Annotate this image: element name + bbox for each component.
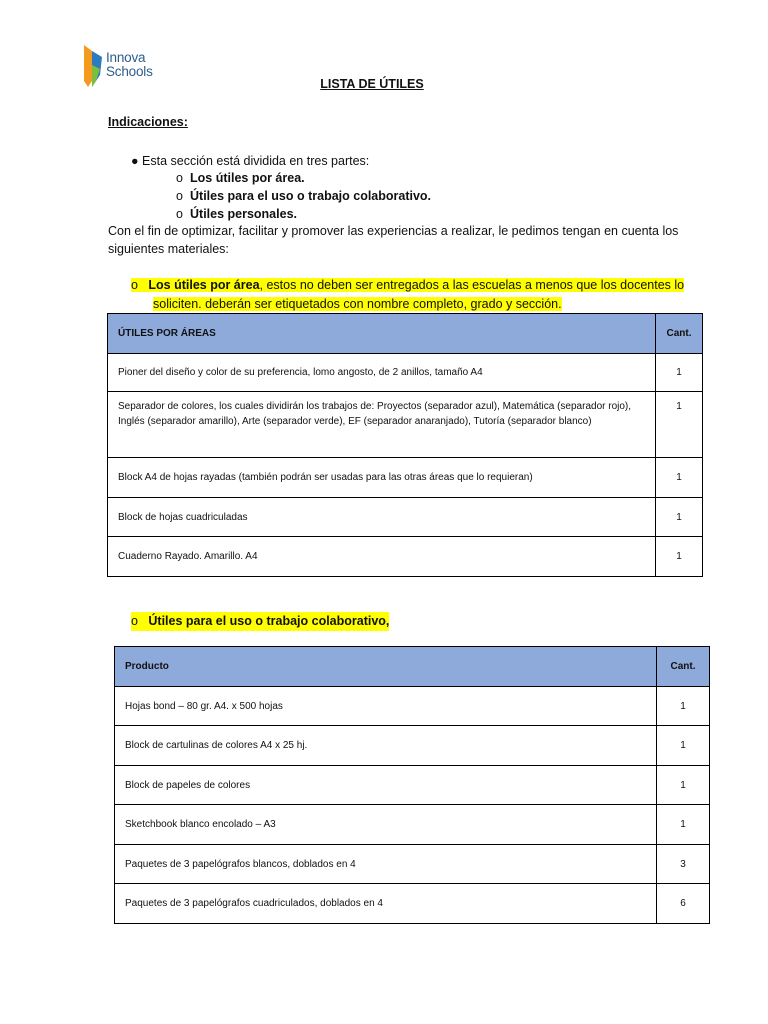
item-cell: Block de papeles de colores bbox=[115, 766, 657, 805]
item-cell: Hojas bond – 80 gr. A4. x 500 hojas bbox=[115, 687, 657, 726]
part-label: Los útiles por área. bbox=[190, 171, 305, 185]
circle-bullet-icon: o bbox=[131, 278, 138, 292]
table-row bbox=[108, 392, 703, 458]
table-row bbox=[108, 498, 703, 537]
table-row bbox=[108, 537, 703, 577]
table-row bbox=[115, 805, 710, 845]
intro-paragraph: Con el fin de optimizar, facilitar y promover las experiencias a realizar, le pedimos tengan en cuenta los siguientes materiales: bbox=[108, 224, 679, 256]
circle-bullet-icon: o bbox=[176, 171, 183, 185]
part-item bbox=[176, 187, 431, 205]
logo-text-innova: Innova bbox=[106, 50, 146, 65]
table-row bbox=[115, 884, 710, 924]
header-qty: Cant. bbox=[656, 314, 703, 354]
circle-bullet-icon: o bbox=[131, 614, 138, 628]
circle-bullet-icon: o bbox=[176, 207, 183, 221]
header-item: ÚTILES POR ÁREAS bbox=[108, 314, 656, 354]
item-cell: Paquetes de 3 papelógrafos cuadriculados, doblados en 4 bbox=[115, 884, 657, 924]
qty-cell: 1 bbox=[657, 805, 710, 845]
part-item bbox=[176, 169, 305, 187]
table-utiles-por-areas bbox=[107, 313, 703, 577]
logo-text-schools: Schools bbox=[106, 64, 153, 79]
indicaciones-heading: Indicaciones: bbox=[108, 115, 188, 129]
circle-bullet-icon: o bbox=[176, 189, 183, 203]
item-cell: Cuaderno Rayado. Amarillo. A4 bbox=[108, 537, 656, 577]
qty-cell: 1 bbox=[656, 498, 703, 537]
page-title: LISTA DE ÚTILES bbox=[320, 77, 424, 91]
qty-cell: 1 bbox=[657, 726, 710, 766]
bullet-dot-icon: ● bbox=[131, 154, 139, 168]
qty-cell: 6 bbox=[657, 884, 710, 924]
item-cell: Block A4 de hojas rayadas (también podrán ser usadas para las otras áreas que lo requieran) bbox=[108, 458, 656, 498]
section2-label: Útiles para el uso o trabajo colaborativo, bbox=[148, 614, 390, 628]
qty-cell: 1 bbox=[657, 766, 710, 805]
part-item bbox=[176, 205, 297, 223]
table-row bbox=[108, 458, 703, 498]
item-cell: Pioner del diseño y color de su preferencia, lomo angosto, de 2 anillos, tamaño A4 bbox=[108, 354, 656, 392]
qty-cell: 1 bbox=[656, 354, 703, 392]
bullet-intro bbox=[131, 152, 369, 170]
part-label: Útiles para el uso o trabajo colaborativo. bbox=[190, 189, 432, 203]
item-cell: Block de hojas cuadriculadas bbox=[108, 498, 656, 537]
item-cell: Sketchbook blanco encolado – A3 bbox=[115, 805, 657, 845]
table-row bbox=[115, 766, 710, 805]
table-header-row bbox=[115, 647, 710, 687]
part-label: Útiles personales. bbox=[190, 207, 297, 221]
qty-cell: 1 bbox=[656, 537, 703, 577]
section1-bold: Los útiles por área bbox=[148, 278, 260, 292]
item-cell: Block de cartulinas de colores A4 x 25 hj. bbox=[115, 726, 657, 766]
item-cell: Separador de colores, los cuales dividirán los trabajos de: Proyectos (separador azul), Matemática (separador rojo), Inglés (separador amarillo), Arte (separador verde), EF (separador anaranjado), Tutoría (separador blanco) bbox=[108, 392, 656, 458]
section1-text-2: soliciten. deberán ser etiquetados con nombre completo, grado y sección. bbox=[153, 297, 562, 311]
section1-heading bbox=[131, 276, 691, 314]
item-cell: Paquetes de 3 papelógrafos blancos, doblados en 4 bbox=[115, 845, 657, 884]
header-item: Producto bbox=[115, 647, 657, 687]
table-row bbox=[108, 354, 703, 392]
section2-heading bbox=[131, 612, 389, 631]
table-row bbox=[115, 726, 710, 766]
table-row bbox=[115, 687, 710, 726]
qty-cell: 3 bbox=[657, 845, 710, 884]
section1-text-1: , estos no deben ser entregados a las escuelas a menos que los docentes lo bbox=[259, 278, 685, 292]
table-row bbox=[115, 845, 710, 884]
qty-cell: 1 bbox=[656, 458, 703, 498]
qty-cell: 1 bbox=[657, 687, 710, 726]
table-header-row bbox=[108, 314, 703, 354]
header-qty: Cant. bbox=[657, 647, 710, 687]
bullet-intro-text: Esta sección está dividida en tres partes: bbox=[142, 154, 370, 168]
table-productos bbox=[114, 646, 710, 924]
qty-cell: 1 bbox=[656, 392, 703, 458]
